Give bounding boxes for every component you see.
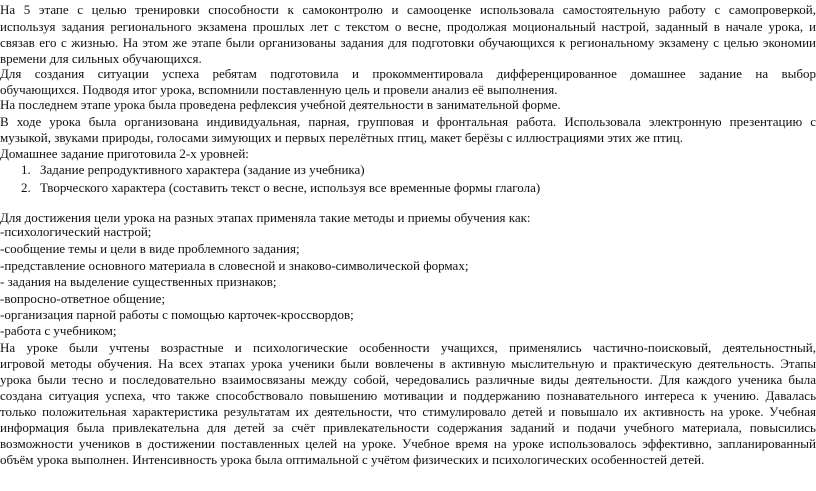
text-line: обучающихся. Подводя итог урока, вспомнили поставленную цель и провели анализ её выполнения. — [0, 82, 558, 97]
method-item: -сообщение темы и цели в виде проблемного задания; — [0, 241, 300, 256]
text-line: урока были тесно и последовательно взаимосвязаны между собой, чередовались различные виды деятельности. Для каждого ученика была — [0, 372, 816, 387]
text-line: Домашнее задание приготовила 2-х уровней: — [0, 146, 249, 161]
list-item: Задание репродуктивного характера (задание из учебника) — [40, 162, 365, 177]
text-line: Для создания ситуации успеха ребятам подготовила и прокомментировала дифференцированное домашнее задание на выбор — [0, 66, 816, 81]
text-line: игровой методы обучения. На всех этапах урока ученики были вовлечены в активную мыслительную и практическую деятельность. Этапы — [0, 356, 816, 371]
method-item: -психологический настрой; — [0, 224, 152, 239]
text-line: музыкой, звуками природы, голосами зимующих и первых перелётных птиц, макет берёзы с иллюстрациями этих же птиц. — [0, 130, 683, 145]
method-item: -вопросно-ответное общение; — [0, 291, 166, 306]
text-line: информация была привлекательна для детей за счёт привлекательности содержания заданий и подачи учебного материала, повысились — [0, 420, 816, 435]
method-item: - задания на выделение существенных признаков; — [0, 274, 277, 289]
text-line: Для достижения цели урока на разных этапах применяла такие методы и приемы обучения как: — [0, 210, 531, 225]
list-number: 2. — [21, 180, 31, 195]
list-item: Творческого характера (составить текст о весне, используя все временные формы глагола) — [40, 180, 541, 195]
text-line: В ходе урока была организована индивидуальная, парная, групповая и фронтальная работа. Использовала электронную презентацию с — [0, 114, 816, 129]
method-item: -организация парной работы с помощью карточек-кроссвордов; — [0, 307, 354, 322]
text-line: создана ситуация успеха, что также способствовало повышению мотивации и поддержанию познавательного интереса к учению. Давалась — [0, 388, 816, 403]
text-line: На последнем этапе урока была проведена рефлексия учебной деятельности в занимательной форме. — [0, 97, 561, 112]
method-item: -работа с учебником; — [0, 323, 117, 338]
method-item: -представление основного материала в словесной и знаково-символической формах; — [0, 258, 469, 273]
list-number: 1. — [21, 162, 31, 177]
text-line: На уроке были учтены возрастные и психологические особенности учащихся, применялись частично-поисковый, деятельностный, — [0, 340, 816, 355]
text-line: времени для сильных обучающихся. — [0, 51, 202, 66]
text-line: только положительная характеристика результатам их деятельности, что стимулировало детей и повышало их активность на уроке. Учебная — [0, 404, 816, 419]
text-line: На 5 этапе с целью тренировки способности к самоконтролю и самооценке использовала самостоятельную работу с самопроверкой, — [0, 2, 816, 17]
text-line: связав его с жизнью. На этом же этапе были организованы задания для подготовки обучающихся к региональному экзамену с целью экономии — [0, 35, 816, 50]
text-line: объём урока выполнен. Интенсивность урока была оптимальной с учётом физических и психологических особенностей детей. — [0, 452, 705, 467]
text-line: возможности учеников в достижении поставленных целей на уроке. Учебное время на уроке использовалось эффективно, запланированный — [0, 436, 816, 451]
text-line: используя задания регионального экзамена прошлых лет с текстом о весне, продолжая моциональный настрой, заданный в начале урока, и — [0, 19, 816, 34]
